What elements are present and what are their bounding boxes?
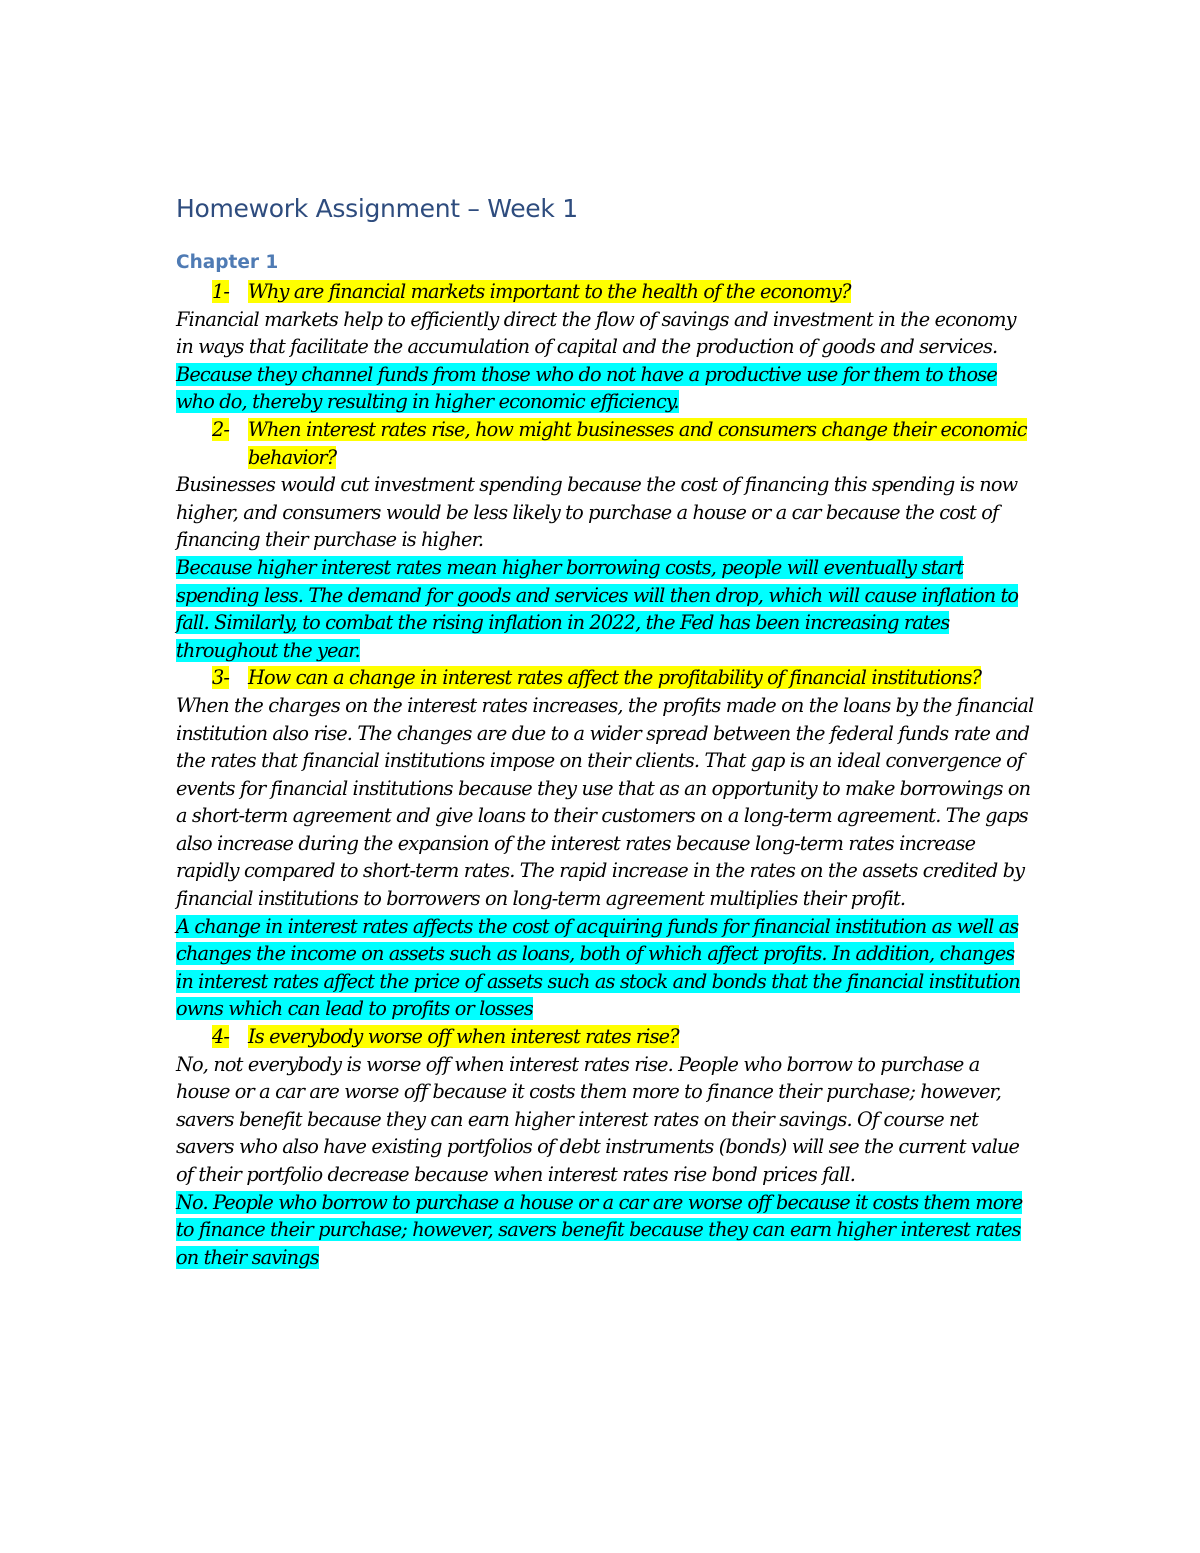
question-text: Why are financial markets important to the health of the economy?: [248, 280, 851, 303]
highlighted-answer: Because they channel funds from those who do not have a productive use for them to those who do, thereby resulting in higher economic efficiency.: [176, 362, 997, 414]
question-number: 3-: [212, 666, 230, 690]
answer-text: When the charges on the interest rates increases, the profits made on the loans by the financial institution also rise. The changes are due to a wider spread between the federal funds rate and the rates that financial institutions impose on their clients. That gap is an ideal convergence of events for financial institutions because they use that as an opportunity to make borrowings on a short-term agreement and give loans to their customers on a long-term agreement. The gaps also increase during the expansion of the interest rates because long-term rates increase rapidly compared to short-term rates. The rapid increase in the rates on the assets credited by financial institutions to borrowers on long-term agreement multiplies their profit.: [176, 693, 1034, 911]
highlighted-answer: No. People who borrow to purchase a house or a car are worse off because it costs them more to finance their purchase; however, savers benefit because they can earn higher interest rates on their savings: [176, 1190, 1023, 1269]
question-number: 2-: [212, 417, 230, 441]
page-title: Homework Assignment – Week 1: [176, 194, 578, 223]
question-text: Is everybody worse off when interest rates rise?: [248, 1025, 679, 1049]
question-text: When interest rates rise, how might businesses and consumers change their economic behavior?: [248, 417, 1027, 469]
question-3: [176, 664, 1036, 692]
question-4: [176, 1023, 1036, 1051]
document-body: [176, 278, 1036, 1271]
question-1: [176, 278, 1036, 306]
highlighted-answer: Because higher interest rates mean higher borrowing costs, people will eventually start spending less. The demand for goods and services will then drop, which will cause inflation to fall. Similarly, to combat the rising inflation in 2022, the Fed has been increasing rates throughout the year.: [176, 555, 1019, 662]
highlighted-answer: A change in interest rates affects the cost of acquiring funds for financial institution as well as changes the income on assets such as loans, both of which affect profits. In addition, changes in interest rates affect the price of assets such as stock and bonds that the financial institution owns which can lead to profits or losses: [176, 914, 1020, 1021]
question-text: How can a change in interest rates affect the profitability of financial institutions?: [248, 666, 982, 690]
answer-text: Businesses would cut investment spending because the cost of financing this spending is now higher, and consumers would be less likely to purchase a house or a car because the cost of financing their purchase is higher.: [176, 473, 1018, 552]
chapter-heading: Chapter 1: [176, 252, 279, 273]
answer-text: No, not everybody is worse off when interest rates rise. People who borrow to purchase a house or a car are worse off because it costs them more to finance their purchase; however, savers benefit because they can earn higher interest rates on their savings. Of course net savers who also have existing portfolios of debt instruments (bonds) will see the current value of their portfolio decrease because when interest rates rise bond prices fall.: [176, 1052, 1020, 1186]
question-number: 1-: [212, 280, 230, 303]
question-number: 4-: [212, 1025, 230, 1049]
answer-text: Financial markets help to efficiently direct the flow of savings and investment in the economy in ways that facilitate the accumulation of capital and the production of goods and services.: [176, 307, 1016, 359]
question-2: [176, 416, 1036, 471]
